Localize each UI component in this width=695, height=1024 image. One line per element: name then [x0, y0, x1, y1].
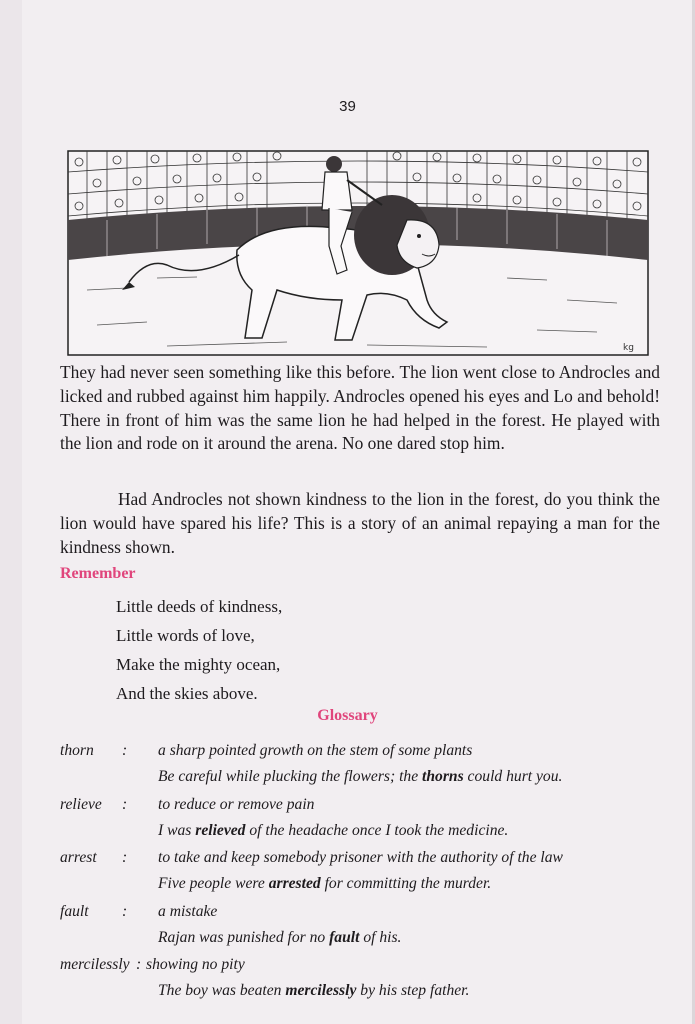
- glossary-word: fault: [60, 902, 89, 920]
- poem-line: Little deeds of kindness,: [116, 597, 283, 616]
- glossary-entry: [0, 952, 695, 1006]
- poem: [116, 592, 282, 708]
- remember-heading: Remember: [60, 565, 136, 582]
- glossary-heading: Glossary: [317, 707, 378, 724]
- glossary-colon: :: [136, 956, 142, 973]
- glossary-list: [0, 738, 695, 1006]
- poem-line: And the skies above.: [116, 684, 258, 703]
- glossary-example: Five people were arrested for committing the murder.: [158, 875, 492, 892]
- glossary-example: I was relieved of the headache once I took the medicine.: [158, 821, 509, 839]
- story-paragraph-2: Had Androcles not shown kindness to the lion in the forest, do you think the lion would have spared his life? This is a story of an animal repaying a man for the kindness shown.: [60, 489, 660, 557]
- androcles-lion-illustration: [67, 150, 649, 356]
- glossary-definition: to take and keep somebody prisoner with the authority of the law: [158, 849, 563, 866]
- glossary-colon: :: [122, 902, 128, 920]
- glossary-colon: :: [122, 742, 128, 759]
- glossary-word: mercilessly: [60, 956, 130, 973]
- glossary-example: Be careful while plucking the flowers; the thorns could hurt you.: [158, 768, 563, 785]
- glossary-definition: to reduce or remove pain: [158, 795, 315, 813]
- story-paragraph-1: They had never seen something like this before. The lion went close to Androcles and licked and rubbed against him happily. Androcles opened his eyes and Lo and behold! There in front of him was the same lion he had helped in the forest. He played with the lion and rode on it around the arena. No one dared stop him.: [60, 362, 660, 454]
- glossary-definition: a sharp pointed growth on the stem of some plants: [158, 742, 473, 759]
- glossary-definition: showing no pity: [146, 956, 245, 973]
- glossary-definition: a mistake: [158, 902, 218, 920]
- glossary-colon: :: [122, 849, 128, 866]
- poem-line: Make the mighty ocean,: [116, 655, 281, 674]
- glossary-word: arrest: [60, 849, 97, 866]
- glossary-entry: [0, 899, 695, 953]
- poem-line: Little words of love,: [116, 626, 255, 645]
- glossary-colon: :: [122, 795, 128, 813]
- glossary-example: Rajan was punished for no fault of his.: [158, 928, 402, 946]
- glossary-entry: [0, 738, 695, 792]
- glossary-word: relieve: [60, 795, 102, 813]
- page-number: 39: [339, 98, 356, 115]
- glossary-example: The boy was beaten mercilessly by his step father.: [158, 982, 470, 999]
- glossary-word: thorn: [60, 742, 94, 759]
- glossary-entry: [0, 792, 695, 846]
- svg-text:kg: kg: [623, 343, 634, 353]
- glossary-entry: [0, 845, 695, 899]
